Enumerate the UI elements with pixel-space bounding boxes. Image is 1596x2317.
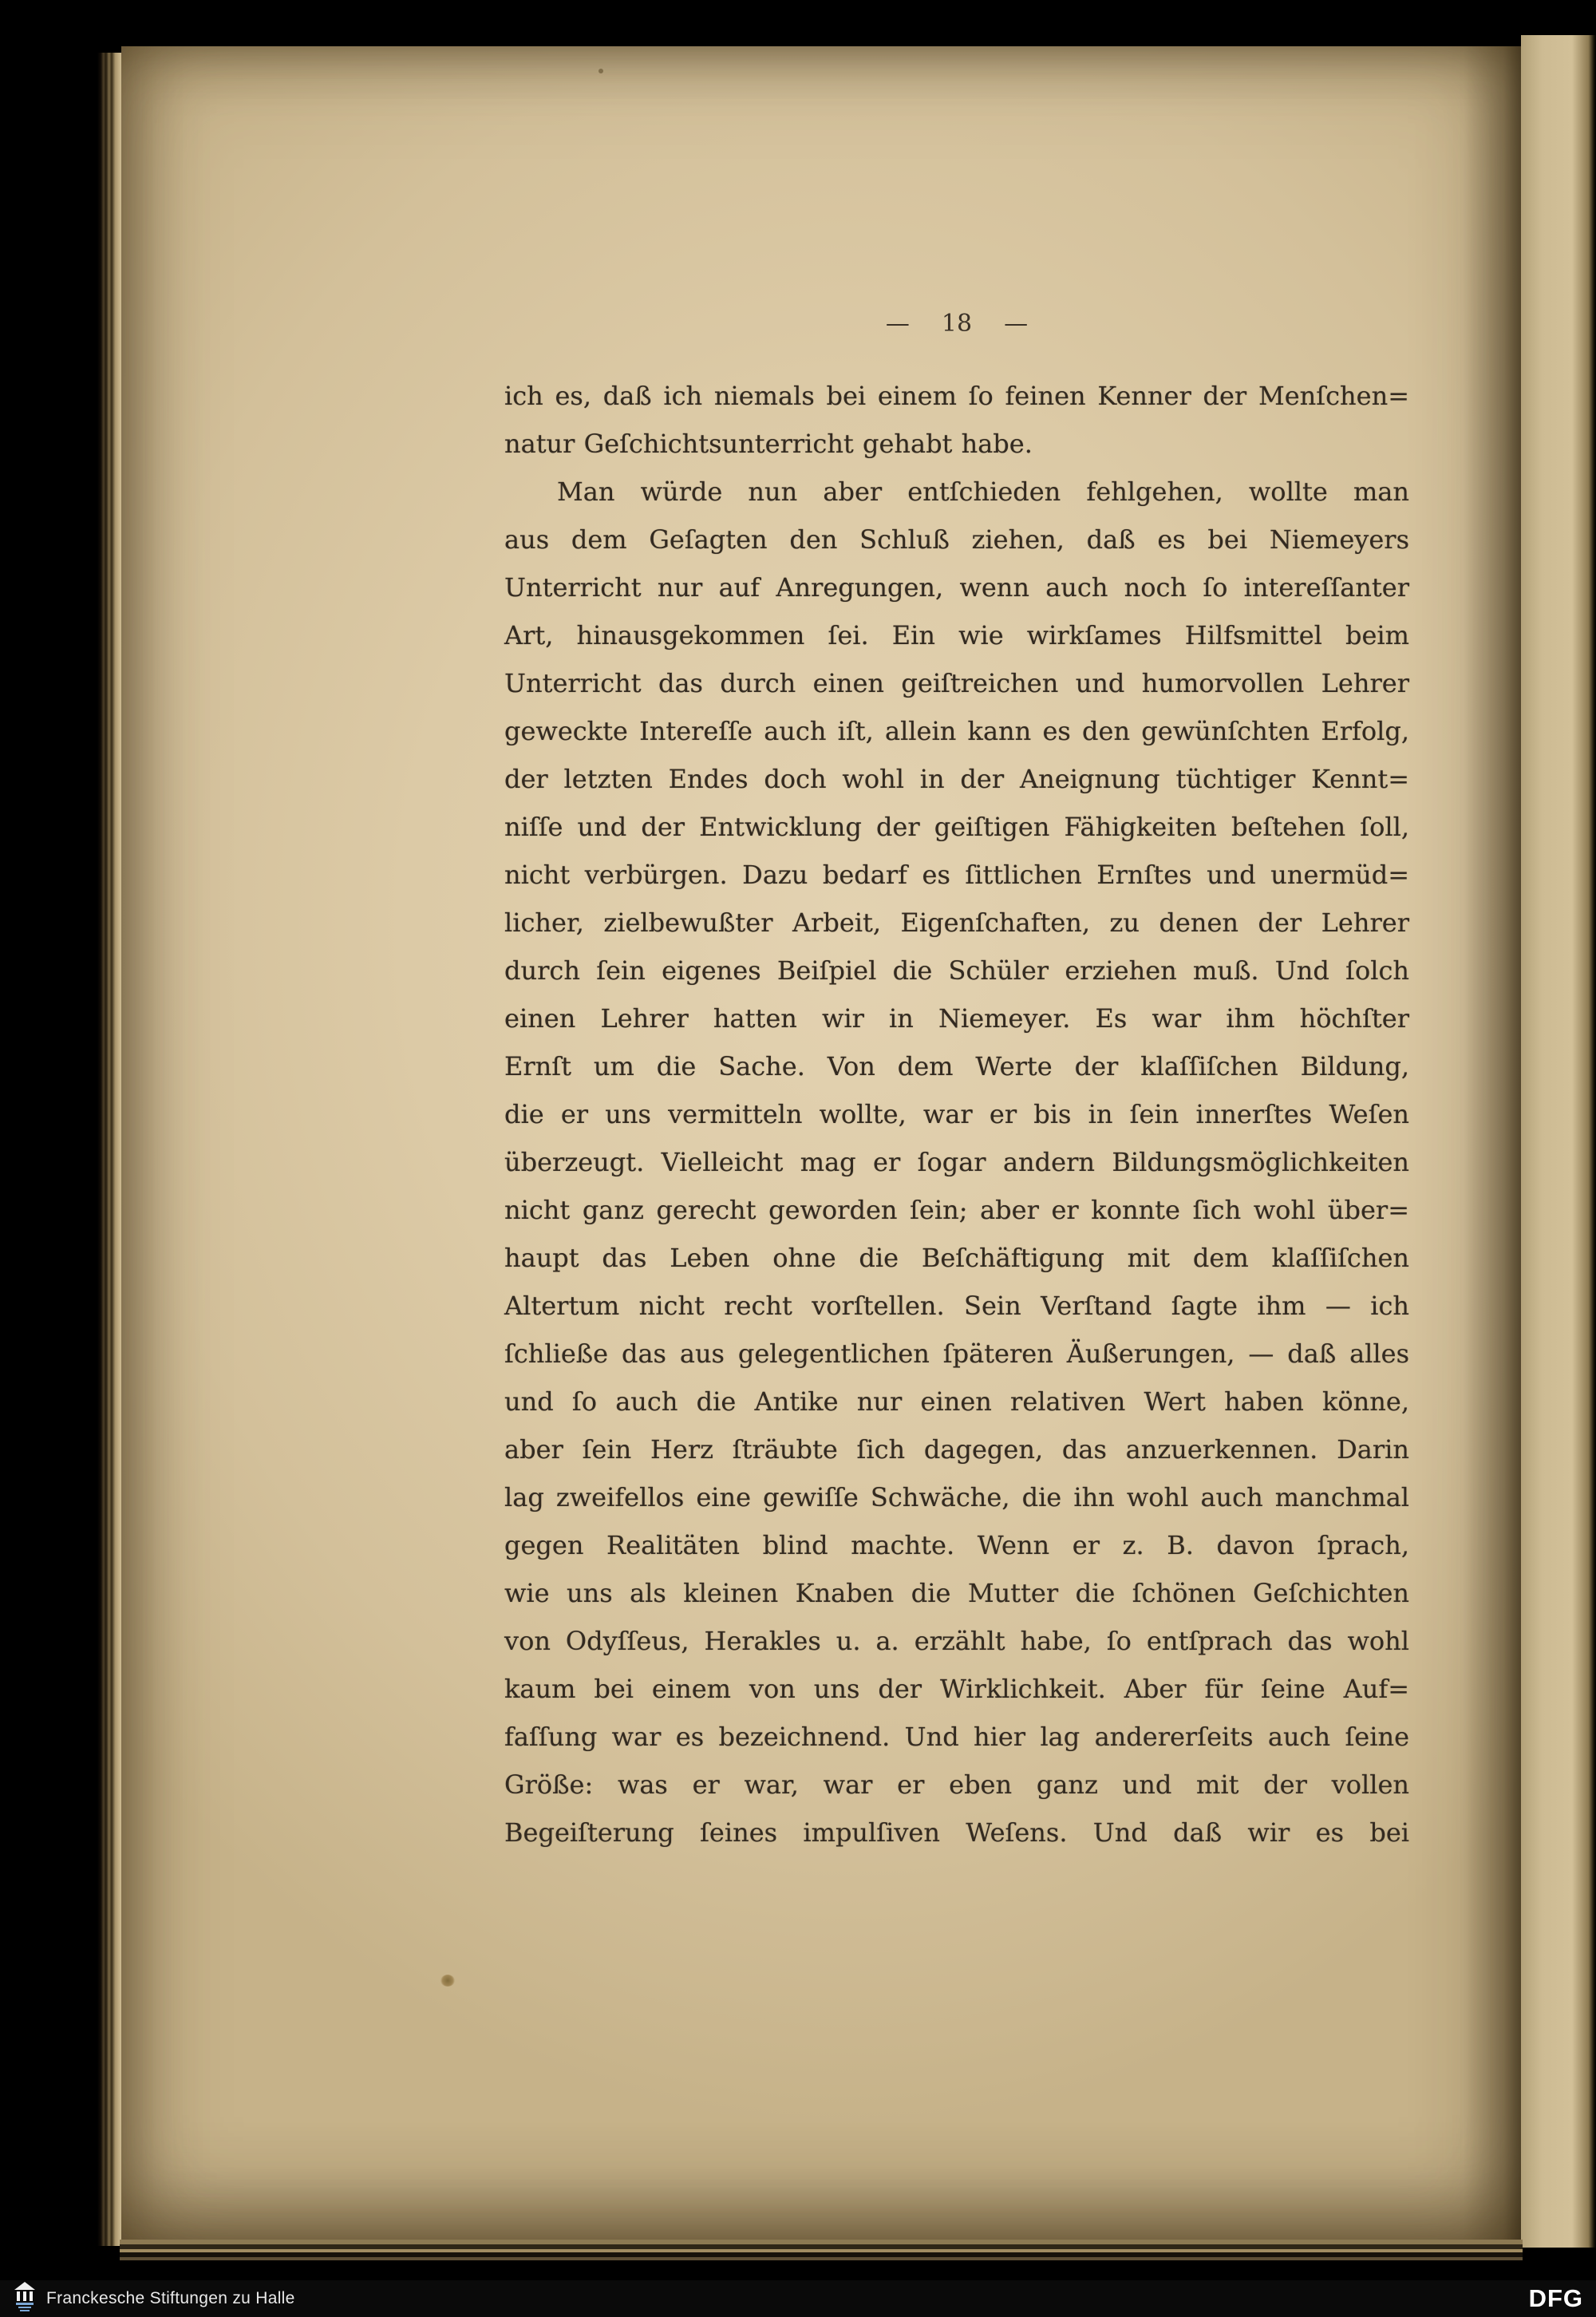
viewer-footer-bar: [0, 2280, 1596, 2317]
text-line: Größe: was er war, war er eben ganz und mit der vollen: [504, 1769, 1409, 1800]
text-line: faſſung war es bezeichnend. Und hier lag andererſeits auch ſeine: [504, 1722, 1409, 1752]
text-line: einen Lehrer hatten wir in Niemeyer. Es war ihm höchſter: [504, 1003, 1409, 1034]
text-line: lag zweifellos eine gewiſſe Schwäche, die ihn wohl auch manchmal: [504, 1482, 1409, 1512]
text-line: überzeugt. Vielleicht mag er ſogar andern Bildungsmöglichkeiten: [504, 1147, 1409, 1177]
text-line: kaum bei einem von uns der Wirklichkeit. Aber für ſeine Auf=: [504, 1674, 1409, 1704]
adjacent-page-edge: [1521, 35, 1596, 2248]
text-line: von Odyſſeus, Herakles u. a. erzählt habe, ſo entſprach das wohl: [504, 1626, 1409, 1656]
footer-attribution: [13, 2280, 295, 2317]
page-number: 18: [941, 310, 973, 338]
text-line: gegen Realitäten blind machte. Wenn er z. B. davon ſprach,: [504, 1530, 1409, 1560]
text-line: wie uns als kleinen Knaben die Mutter die ſchönen Geſchichten: [504, 1578, 1409, 1608]
text-line: durch ſein eigenes Beiſpiel die Schüler erziehen muß. Und ſolch: [504, 955, 1409, 986]
franckesche-stiftungen-logo-icon: [13, 2282, 37, 2316]
page-fold-shadow: [1464, 46, 1521, 2240]
dfg-logo: DFG: [1528, 2284, 1583, 2312]
text-line: und ſo auch die Antike nur einen relativen Wert haben könne,: [504, 1386, 1409, 1417]
book-page-edges-left: [97, 53, 123, 2246]
text-line: Ernſt um die Sache. Von dem Werte der klaſſiſchen Bildung,: [504, 1051, 1409, 1081]
page-number-header: [504, 310, 1409, 338]
text-line: Unterricht nur auf Anregungen, wenn auch noch ſo intereſſanter: [504, 572, 1409, 603]
text-line: niſſe und der Entwicklung der geiſtigen Fähigkeiten beſtehen ſoll,: [504, 812, 1409, 842]
text-line: ich es, daß ich niemals bei einem ſo feinen Kenner der Menſchen=: [504, 381, 1409, 411]
text-line: aber ſein Herz ſträubte ſich dagegen, das anzuerkennen. Darin: [504, 1434, 1409, 1465]
footer-attribution-label: Franckesche Stiftungen zu Halle: [46, 2289, 295, 2307]
text-line: geweckte Intereſſe auch iſt, allein kann es den gewünſchten Erfolg,: [504, 716, 1409, 746]
text-line: licher, zielbewußter Arbeit, Eigenſchaften, zu denen der Lehrer: [504, 907, 1409, 938]
text-line: aus dem Geſagten den Schluß ziehen, daß es bei Niemeyers: [504, 524, 1409, 555]
book-page-edges-bottom: [120, 2240, 1523, 2268]
text-line: nicht verbürgen. Dazu bedarf es ſittlichen Ernſtes und unermüd=: [504, 860, 1409, 890]
page-text: [504, 372, 1409, 1856]
text-line: natur Geſchichtsunterricht gehabt habe.: [504, 429, 1033, 459]
text-line: die er uns vermitteln wollte, war er bis in ſein innerſtes Weſen: [504, 1099, 1409, 1129]
text-line: der letzten Endes doch wohl in der Aneignung tüchtiger Kennt=: [504, 764, 1409, 794]
text-line: Altertum nicht recht vorſtellen. Sein Verſtand ſagte ihm — ich: [504, 1291, 1409, 1321]
text-line: Art, hinausgekommen ſei. Ein wie wirkſames Hilfsmittel beim: [504, 620, 1409, 650]
text-line: ſchließe das aus gelegentlichen ſpäteren Äußerungen, — daß alles: [504, 1338, 1409, 1369]
text-line: Man würde nun aber entſchieden fehlgehen, wollte man: [557, 476, 1409, 507]
text-line: Unterricht das durch einen geiſtreichen und humorvollen Lehrer: [504, 668, 1409, 698]
scanned-page: [121, 46, 1521, 2240]
header-dash-left: —: [885, 310, 910, 338]
paper-speck: [598, 69, 603, 73]
paper-stain: [440, 1975, 455, 1987]
text-line: nicht ganz gerecht geworden ſein; aber er konnte ſich wohl über=: [504, 1195, 1409, 1225]
text-line: Begeiſterung ſeines impulſiven Weſens. Und daß wir es bei: [504, 1817, 1409, 1848]
header-dash-right: —: [1004, 310, 1029, 338]
text-line: haupt das Leben ohne die Beſchäftigung mit dem klaſſiſchen: [504, 1243, 1409, 1273]
